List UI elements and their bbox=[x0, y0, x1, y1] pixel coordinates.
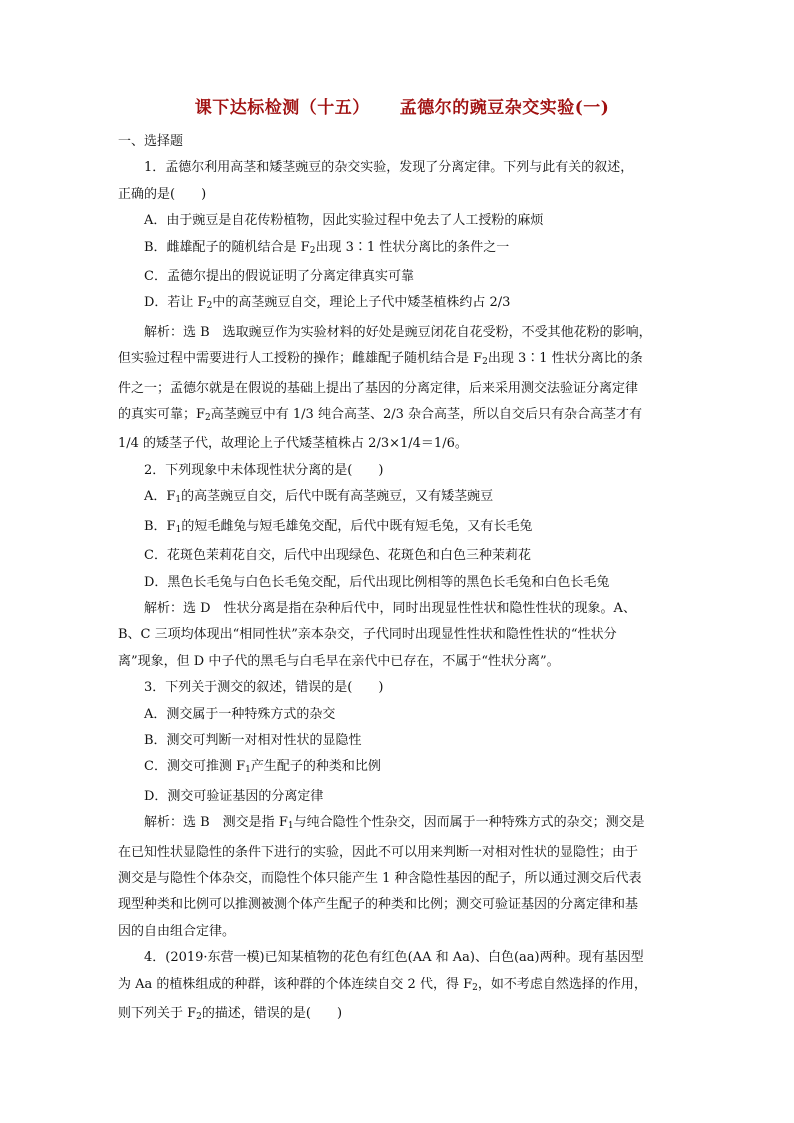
q4-stem-line2: 为 Aa 的植株组成的种群，该种群的个体连续自交 2 代，得 $F_2$，如不考虑自然选择的作用， bbox=[118, 976, 647, 993]
q1-option-a: A．由于豌豆是自花传粉植物，因此实验过程中免去了人工授粉的麻烦 bbox=[144, 213, 544, 229]
q3-option-a: A．测交属于一种特殊方式的杂交 bbox=[144, 706, 336, 722]
q1-analysis-line5: 1/4 的矮茎子代，故理论上子代矮茎植株占 2/3×1/4＝1/6。 bbox=[118, 436, 468, 452]
q1-analysis-line1: 解析：选 B 选取豌豆作为实验材料的好处是豌豆闭花自花受粉，不受其他花粉的影响， bbox=[144, 324, 652, 340]
q2-analysis-line1: 解析：选 D 性状分离是指在杂种后代中，同时出现显性性状和隐性性状的现象。A、 bbox=[144, 600, 636, 616]
q2-option-c: C．花斑色茉莉花自交，后代中出现绿色、花斑色和白色三种茉莉花 bbox=[144, 548, 531, 564]
q3-analysis-line4: 现型种类和比例可以推测被测个体产生配子的种类和比例；测交可验证基因的分离定律和基 bbox=[118, 897, 639, 913]
q2-stem: 2．下列现象中未体现性状分离的是( ) bbox=[144, 462, 384, 478]
q4-stem-line1: 4．(2019·东营一模)已知某植物的花色有红色(AA 和 Aa)、白色(aa)两种。现有基因型 bbox=[144, 950, 644, 966]
q1-analysis-line2: 但实验过程中需要进行人工授粉的操作；雌雄配子随机结合是 $F_2$出现 3∶1 性状分离比的条 bbox=[118, 351, 643, 368]
q3-option-c: C．测交可推测 $F_1$产生配子的种类和比例 bbox=[144, 759, 381, 776]
q3-stem: 3．下列关于测交的叙述，错误的是( ) bbox=[144, 680, 384, 696]
q4-stem-line3: 则下列关于 $F_2$的描述，错误的是( ) bbox=[118, 1006, 343, 1022]
q1-stem-line1: 1．孟德尔利用高茎和矮茎豌豆的杂交实验，发现了分离定律。下列与此有关的叙述， bbox=[144, 160, 634, 176]
section-heading: 一、选择题 bbox=[118, 134, 184, 149]
q2-option-d: D．黑色长毛兔与白色长毛兔交配，后代出现比例相等的黑色长毛兔和白色长毛兔 bbox=[144, 574, 610, 590]
q3-option-b: B．测交可判断一对相对性状的显隐性 bbox=[144, 732, 362, 748]
q3-analysis-line1: 解析：选 B 测交是指 $F_1$与纯合隐性个性杂交，因而属于一种特殊方式的杂交；测交是 bbox=[144, 815, 645, 832]
q1-option-b: B．雌雄配子的随机结合是 $F_2$出现 3∶1 性状分离比的条件之一 bbox=[144, 239, 510, 256]
q1-option-c: C．孟德尔提出的假说证明了分离定律真实可靠 bbox=[144, 269, 414, 285]
q1-analysis-line4: 的真实可靠；$F_2$高茎豌豆中有 1/3 纯合高茎、2/3 杂合高茎，所以自交后只有杂合高茎才有 bbox=[118, 407, 643, 424]
q3-analysis-line5: 因的自由组合定律。 bbox=[118, 923, 236, 939]
q3-analysis-line3: 测交是与隐性个体杂交，而隐性个体只能产生 1 种含隐性基因的配子，所以通过测交后代表 bbox=[118, 870, 642, 886]
title-right: 孟德尔的豌豆杂交实验(一) bbox=[399, 98, 610, 118]
document-page bbox=[118, 96, 686, 1030]
q1-option-d: D．若让 $F_2$中的高茎豌豆自交，理论上子代中矮茎植株约占 2/3 bbox=[144, 295, 511, 312]
q2-option-a: A．$F_1$的高茎豌豆自交，后代中既有高茎豌豆，又有矮茎豌豆 bbox=[144, 489, 494, 506]
q2-analysis-line3: 离”现象，但 D 中子代的黑毛与白毛早在亲代中已存在，不属于“性状分离”。 bbox=[118, 653, 560, 669]
q1-stem-line2: 正确的是( ) bbox=[118, 186, 207, 202]
page-title bbox=[118, 96, 686, 120]
title-left: 课下达标检测（十五） bbox=[194, 98, 370, 118]
q3-analysis-line2: 在已知性状显隐性的条件下进行的实验，因此不可以用来判断一对相对性状的显隐性；由于 bbox=[118, 844, 639, 860]
q2-analysis-line2: B、C 三项均体现出“相同性状”亲本杂交，子代同时出现显性性状和隐性性状的“性状分 bbox=[118, 627, 617, 643]
q3-option-d: D．测交可验证基因的分离定律 bbox=[144, 788, 324, 804]
q2-option-b: B．$F_1$的短毛雌兔与短毛雄兔交配，后代中既有短毛兔，又有长毛兔 bbox=[144, 518, 533, 535]
q1-analysis-line3: 件之一；孟德尔就是在假说的基础上提出了基因的分离定律，后来采用测交法验证分离定律 bbox=[118, 380, 639, 396]
